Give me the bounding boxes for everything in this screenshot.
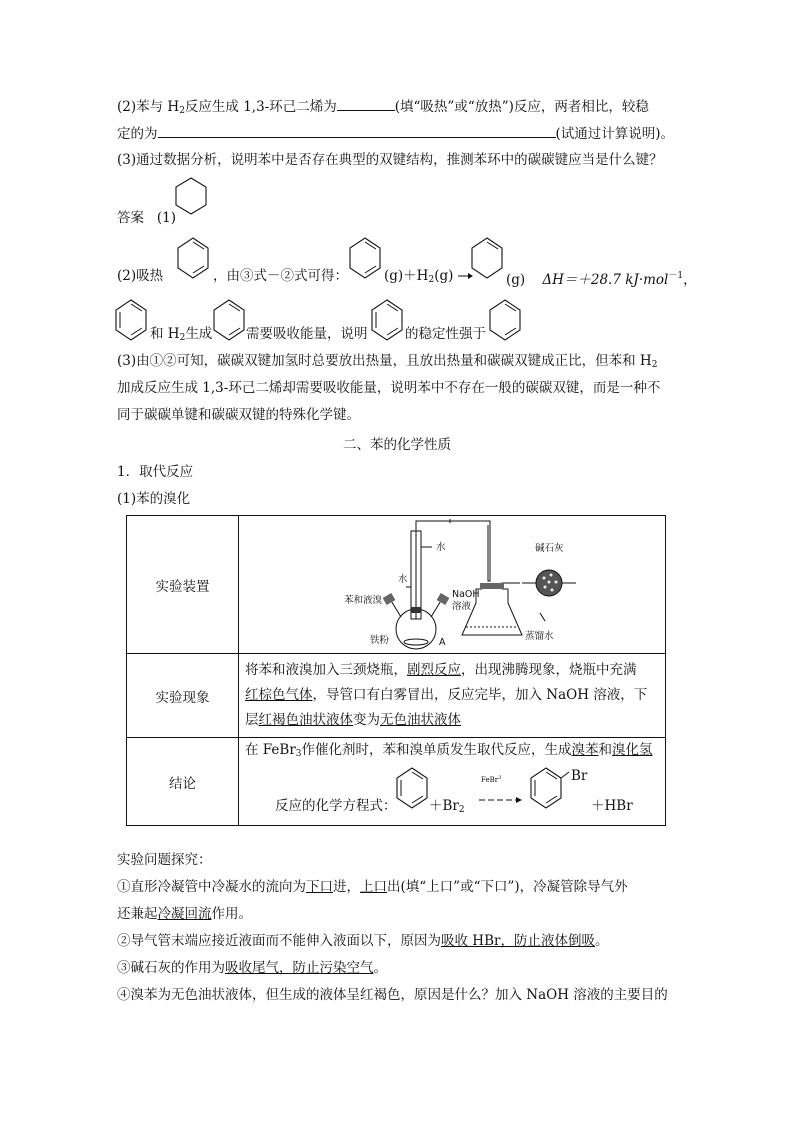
inquiry-title: 实验问题探究： (117, 852, 212, 868)
text: (2)吸热 (117, 268, 164, 284)
inquiry-q2 (117, 931, 608, 951)
section-title: 二、苯的化学性质 (343, 437, 451, 453)
underlined-answer: 红棕色气体 (245, 687, 313, 703)
text: 在 FeBr (245, 742, 296, 758)
underlined-answer: 吸收 HBr，防止液体倒吸 (441, 933, 595, 949)
text: 变为 (353, 712, 380, 728)
conclusion-cell (239, 738, 666, 826)
underlined-answer: 冷凝回流 (157, 906, 212, 922)
text: 生成 (185, 326, 213, 342)
row-label-apparatus: 实验装置 (127, 516, 239, 654)
label-water-side: 水 (398, 574, 408, 585)
text: 作催化剂时，苯和溴单质发生取代反应，生成 (301, 742, 572, 758)
text: (g) (506, 272, 526, 288)
answer-2-line-2c: 的稳定性强于 (405, 326, 486, 342)
label-benzene-bromine: 苯和液溴 (344, 595, 383, 606)
text: ΔH＝＋28.7 kJ·mol (542, 272, 669, 288)
subscript: 2 (179, 106, 185, 116)
inquiry-q1-line-2 (117, 904, 252, 924)
answer-2-equation (384, 266, 453, 290)
inquiry-q3 (117, 958, 387, 978)
experiment-table (126, 515, 666, 826)
text: 反应生成 1,3-环己二烯为 (184, 99, 337, 115)
text: ， (683, 272, 697, 288)
underlined-answer: 下口 (306, 879, 333, 895)
apparatus-diagram (240, 517, 664, 652)
text: FeBr (481, 776, 499, 784)
text: 将苯和液溴加入三颈烧瓶， (245, 662, 407, 678)
table-row (127, 516, 666, 654)
reaction-arrow-icon (479, 790, 523, 815)
subscript: 2 (428, 275, 435, 285)
label-naoh: NaOH (452, 589, 480, 600)
underlined-answer: 溴化氢 (612, 742, 653, 758)
cyclohexadiene-structure-icon (212, 298, 246, 342)
table-row (127, 654, 666, 738)
answer-blank (337, 96, 395, 111)
subsection-title: 1．取代反应 (117, 464, 194, 480)
label-soda-lime: 碱石灰 (535, 543, 564, 554)
text: (g) (434, 268, 454, 284)
text: Br (571, 768, 588, 784)
text: 和 H (150, 326, 180, 342)
answer-2-enthalpy (506, 266, 697, 290)
cyclohexene-structure-icon (174, 176, 208, 216)
text: (试通过计算说明)。 (555, 126, 675, 142)
subscript: 3 (498, 775, 502, 781)
subscript: 2 (651, 360, 658, 370)
text: (填“吸热”或“放热”)反应，两者相比，较稳 (394, 99, 649, 115)
text: 作用。 (211, 906, 252, 922)
text: 和 (598, 742, 613, 758)
question-2-line-1 (117, 96, 649, 121)
phenomena-cell (239, 654, 666, 738)
label-iron: 铁粉 (370, 635, 390, 646)
question-3: (3)通过数据分析，说明苯中是否存在典型的双键结构，推测苯环中的碳碳键应当是什么键？ (117, 152, 663, 168)
table-row (127, 738, 666, 826)
underlined-answer: 溴苯 (571, 742, 599, 758)
answer-1-line (117, 208, 176, 228)
text: (g)＋H (384, 268, 429, 284)
cyclohexene-structure-icon (470, 236, 504, 280)
label-distilled-water: 蒸馏水 (525, 631, 554, 642)
text: 出(填“上口”或“下口”)，冷凝管除导气外 (387, 879, 628, 895)
text: ＋HBr (591, 798, 633, 814)
text: 进， (333, 879, 360, 895)
cyclohexadiene-structure-icon (488, 298, 522, 342)
subscript: 2 (179, 333, 186, 343)
answer-label: 答案 (117, 210, 144, 226)
row-label-conclusion: 结论 (127, 738, 239, 826)
row-label-phenomena: 实验现象 (127, 654, 239, 738)
equation-label: 反应的化学方程式： (275, 798, 397, 814)
text: ③碱石灰的作用为 (117, 960, 225, 976)
text: (2)苯与 H (117, 99, 180, 115)
superscript: －1 (668, 271, 684, 281)
text: ＋Br (429, 798, 459, 814)
benzene-structure-icon (395, 766, 429, 819)
answer-3-line-3: 同于碳碳单键和碳碳双键的特殊化学键。 (117, 407, 360, 423)
cyclohexadiene-structure-icon (348, 236, 382, 280)
answer-blank (158, 123, 556, 138)
answer-2-line-2a (150, 324, 212, 348)
benzene-structure-icon (114, 298, 148, 342)
subsection-subtitle: (1)苯的溴化 (117, 491, 191, 507)
text: ，导管口有白雾冒出，反应完毕，加入 NaOH 溶液，下 (312, 687, 648, 703)
answer-3-line-1 (117, 351, 657, 375)
question-2-line-2 (117, 123, 674, 144)
text: ②导气管末端应接近液面而不能伸入液面以下，原因为 (117, 933, 441, 949)
answer-3-line-2: 加成反应生成 1,3-环己二烯却需要吸收能量，说明苯中不存在一般的碳碳双键，而是一种不 (117, 380, 661, 396)
text: 还兼起 (117, 906, 158, 922)
apparatus-diagram-cell (239, 516, 666, 654)
label-water-top: 水 (436, 542, 446, 553)
underlined-answer: 红褐色油状液体 (258, 712, 353, 728)
subscript: 3 (295, 749, 302, 759)
underlined-answer: 剧烈反应 (407, 662, 461, 678)
answer-2-line-1 (117, 266, 163, 286)
underlined-answer: 无色油状液体 (380, 712, 461, 728)
inquiry-q1-line-1 (117, 877, 628, 897)
underlined-answer: 上口 (360, 879, 387, 895)
text: ，出现沸腾现象，烧瓶中充满 (461, 662, 637, 678)
text: ①直形冷凝管中冷凝水的流向为 (117, 879, 306, 895)
text: 。 (594, 933, 609, 949)
inquiry-q4: ④溴苯为无色油状液体，但生成的液体呈红褐色，原因是什么？加入 NaOH 溶液的主要目的 (117, 987, 668, 1003)
answer-2-derivation: ，由③式－②式可得： (213, 268, 348, 284)
text: 。 (373, 960, 387, 976)
text: (1) (156, 210, 176, 226)
benzene-structure-icon (370, 298, 404, 342)
subscript: 2 (458, 805, 465, 815)
label-flask-a: A (439, 637, 446, 648)
label-solution: 溶液 (452, 601, 472, 612)
catalyst-label (481, 774, 501, 785)
underlined-answer: 吸收尾气，防止污染空气 (225, 960, 374, 976)
text: (3)由①②可知，碳碳双键加氢时总要放出热量，且放出热量和碳碳双键成正比，但苯和 H (117, 353, 652, 369)
text: 定的为 (117, 126, 158, 142)
cyclohexadiene-structure-icon (176, 236, 210, 280)
text: 层 (245, 712, 259, 728)
answer-2-line-2b: 需要吸收能量，说明 (246, 326, 368, 342)
